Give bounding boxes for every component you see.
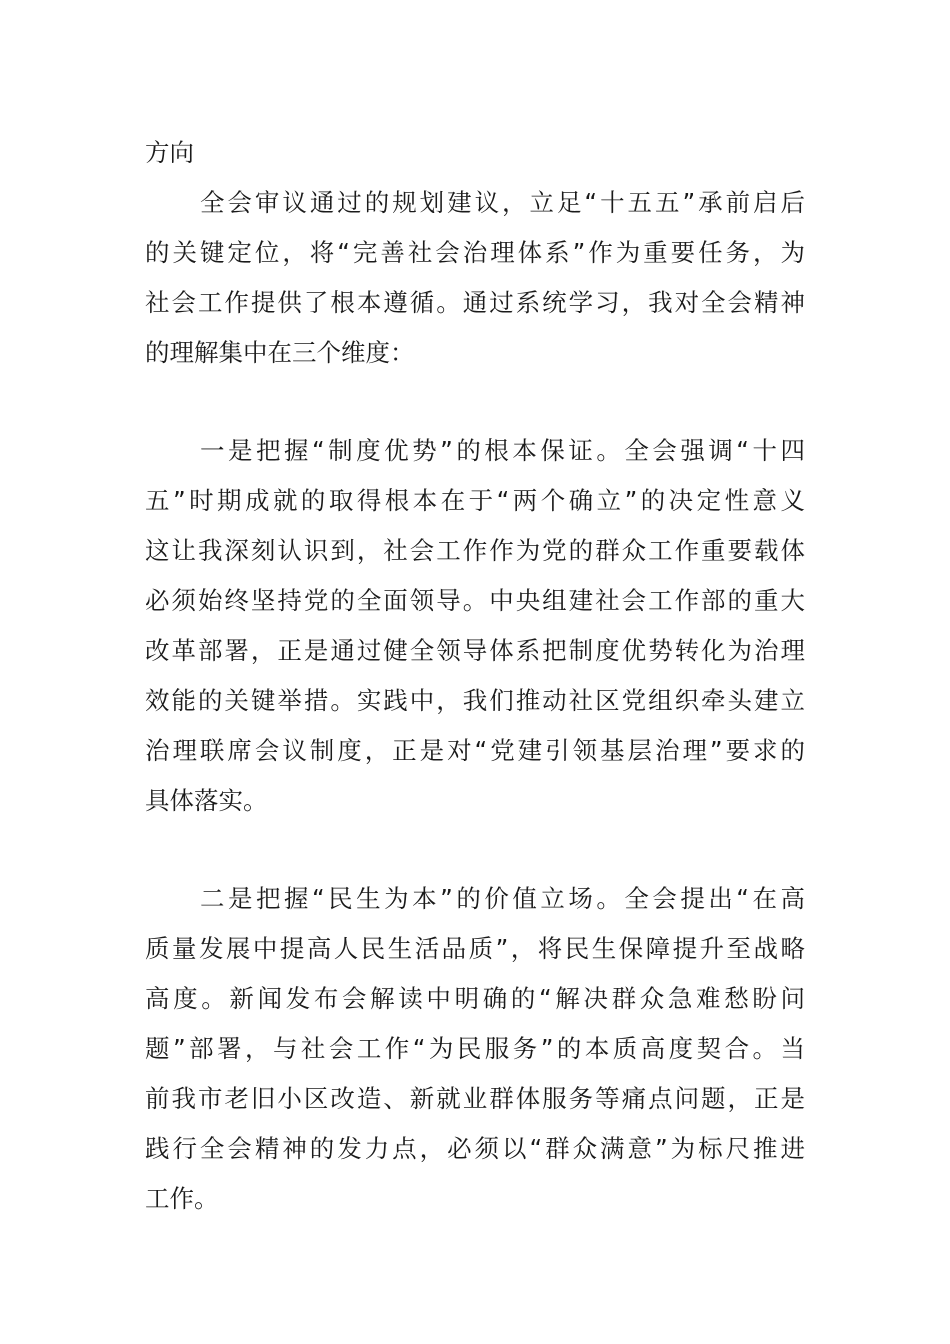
- paragraph-3-line-5: 前我市老旧小区改造、新就业群体服务等痛点问题，正是: [145, 1084, 805, 1113]
- paragraph-3-line-6: 践行全会精神的发力点，必须以“群众满意”为标尺推进: [145, 1134, 805, 1163]
- paragraph-3-line-3: 高度。新闻发布会解读中明确的“解决群众急难愁盼问: [145, 984, 805, 1013]
- paragraph-2-line-2: 五”时期成就的取得根本在于“两个确立”的决定性意义: [145, 486, 805, 515]
- paragraph-2-line-5: 改革部署，正是通过健全领导体系把制度优势转化为治理: [145, 636, 805, 665]
- paragraph-2-line-8: 具体落实。: [145, 786, 268, 815]
- paragraph-2-line-4: 必须始终坚持党的全面领导。中央组建社会工作部的重大: [145, 586, 805, 615]
- paragraph-1-line-3: 社会工作提供了根本遵循。通过系统学习，我对全会精神: [145, 288, 805, 317]
- paragraph-2-line-1: 一是把握“制度优势”的根本保证。全会强调“十四: [200, 436, 805, 465]
- paragraph-2-line-3: 这让我深刻认识到，社会工作作为党的群众工作重要载体: [145, 536, 805, 565]
- paragraph-1-line-1: 全会审议通过的规划建议，立足“十五五”承前启后: [200, 188, 805, 217]
- paragraph-1-line-4: 的理解集中在三个维度：: [145, 338, 415, 367]
- paragraph-2-line-6: 效能的关键举措。实践中，我们推动社区党组织牵头建立: [145, 686, 805, 715]
- text-line-heading-continuation: 方向: [145, 138, 194, 167]
- paragraph-3-line-4: 题”部署，与社会工作“为民服务”的本质高度契合。当: [145, 1034, 805, 1063]
- paragraph-3-line-7: 工作。: [145, 1184, 219, 1213]
- paragraph-1-line-2: 的关键定位，将“完善社会治理体系”作为重要任务，为: [145, 238, 805, 267]
- paragraph-3-line-2: 质量发展中提高人民生活品质”，将民生保障提升至战略: [145, 934, 805, 963]
- paragraph-3-line-1: 二是把握“民生为本”的价值立场。全会提出“在高: [200, 884, 805, 913]
- paragraph-2-line-7: 治理联席会议制度，正是对“党建引领基层治理”要求的: [145, 736, 805, 765]
